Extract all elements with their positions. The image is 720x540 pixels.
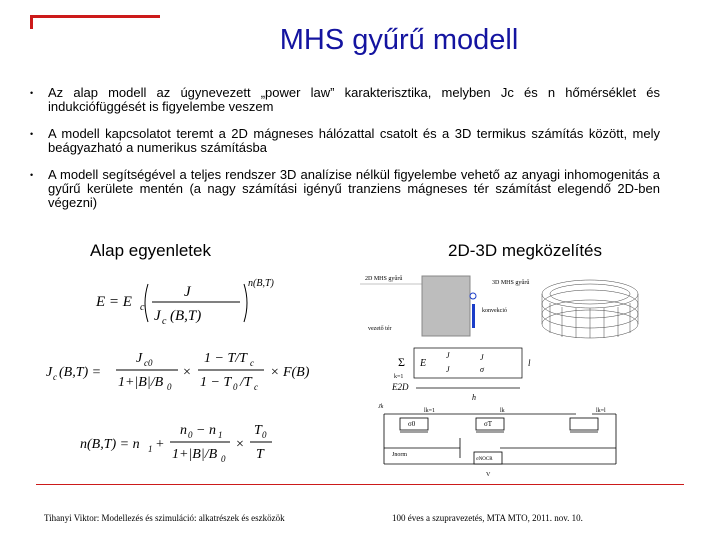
svg-text:E = E: E = E [96,294,132,310]
svg-text:c: c [53,372,57,382]
svg-text:n(B,T): n(B,T) [248,278,274,289]
ring-cross-section-marker [470,293,476,299]
svg-text:×: × [183,365,191,380]
svg-text:1: 1 [148,444,153,454]
svg-text:l: l [528,358,531,368]
bullet-item [28,127,660,155]
label-sigmaT: σT [484,420,493,428]
formula-power-law [40,272,340,332]
label-jk: Jk [378,404,384,410]
label-konvekcio: konvekció [482,308,507,314]
bullet-list [28,86,660,223]
footer-author: Tihanyi Viktor: Modellezés és szimuláció: alkatrészek és eszközök [44,513,285,523]
bullet-item [28,168,660,210]
svg-text:n: n [180,423,187,438]
formula-critical-current [40,346,340,396]
heading-basic-equations: Alap egyenletek [90,241,211,260]
svg-text:J: J [480,353,484,362]
svg-text:c: c [254,382,258,392]
svg-text:× F(B): × F(B) [270,365,310,380]
bullet-dot-icon: • [30,170,34,180]
svg-text:(B,T) =: (B,T) = [59,365,102,380]
svg-text:k=1: k=1 [394,374,404,380]
label-sigma0: σ0 [408,420,416,428]
slide-title: MHS gyűrű modell [279,24,519,56]
svg-text:0: 0 [262,430,267,440]
svg-text:J: J [446,365,450,374]
bullet-item [28,86,660,114]
bullet-text: Az alap modell az úgynevezett „power law” karakterisztika, melyben Jc és n hőmérséklet és indukciófüggését is figyelembe veszem [48,85,660,114]
diagram-2d-3d [360,268,680,480]
label-v: V [486,472,491,478]
svg-text:c: c [162,316,167,327]
svg-text:c: c [140,302,145,313]
label-lk1: lk=1 [424,408,436,414]
label-jnorm: Jnorm [392,452,407,458]
svg-text:T: T [256,447,264,462]
svg-text:− n: − n [196,423,216,438]
svg-text:×: × [236,437,244,452]
ring-3d-mesh [542,280,638,338]
svg-text:1+|B|/B: 1+|B|/B [172,447,218,462]
svg-text:1 − T/T: 1 − T/T [204,351,247,366]
formula-n-value [40,418,340,468]
svg-text:J: J [446,351,450,360]
bullet-text: A modell kapcsolatot teremt a 2D mágneses hálózattal csatolt és a 3D termikus számítás között, mely beágyazható a numerikus számításba [48,126,660,155]
grey-slab [422,276,470,336]
bullet-dot-icon: • [30,88,34,98]
svg-text:1: 1 [218,430,223,440]
heading-2d-3d-approach: 2D-3D megközelítés [448,241,603,260]
svg-text:(B,T): (B,T) [170,308,202,324]
svg-text:1 − T: 1 − T [200,375,232,390]
svg-text:1+|B|/B: 1+|B|/B [118,375,164,390]
svg-text:Σ: Σ [398,355,405,369]
circuit-diagram [384,414,616,464]
footer-event: 100 éves a szupravezetés, MTA MTO, 2011. nov. 10. [392,513,583,523]
svg-text:0: 0 [233,382,238,392]
svg-text:σ: σ [480,365,484,374]
footer-divider [36,484,684,485]
label-sigma-nocr: σNOCR [476,457,493,462]
svg-text:J: J [136,351,143,366]
label-vezeto: vezető tér [368,326,392,332]
svg-text:T: T [254,423,262,438]
label-e2d: E2D [392,382,409,392]
svg-text:J: J [46,365,53,380]
label-2d-ring: 2D MHS gyűrű [365,276,403,282]
svg-text:+: + [156,437,164,452]
label-lkl: lk=l [596,408,606,414]
corner-accent-horizontal [30,15,160,18]
label-h: h [472,393,476,402]
bullet-dot-icon: • [30,129,34,139]
svg-text:c0: c0 [144,358,153,368]
svg-text:n(B,T) = n: n(B,T) = n [80,437,140,452]
svg-text:0: 0 [167,382,172,392]
bullet-text: A modell segítségével a teljes rendszer 3D analízise nélkül figyelembe vehető az anyagi inhomogenitás a gyűrű kerülete mentén (a nagy számítási igényű tranziens mágneses tér számítást elegendő 2D-ben végezni) [48,167,660,210]
svg-text:J: J [154,308,161,324]
svg-text:0: 0 [188,430,193,440]
svg-text:/T: /T [240,375,252,390]
label-lk: lk [500,408,505,414]
ring-cross-section-bar [472,304,475,328]
svg-text:c: c [250,358,254,368]
svg-text:J: J [184,284,191,300]
svg-text:0: 0 [221,454,226,464]
svg-text:E: E [420,358,427,369]
label-3d-ring: 3D MHS gyűrű [492,280,530,286]
